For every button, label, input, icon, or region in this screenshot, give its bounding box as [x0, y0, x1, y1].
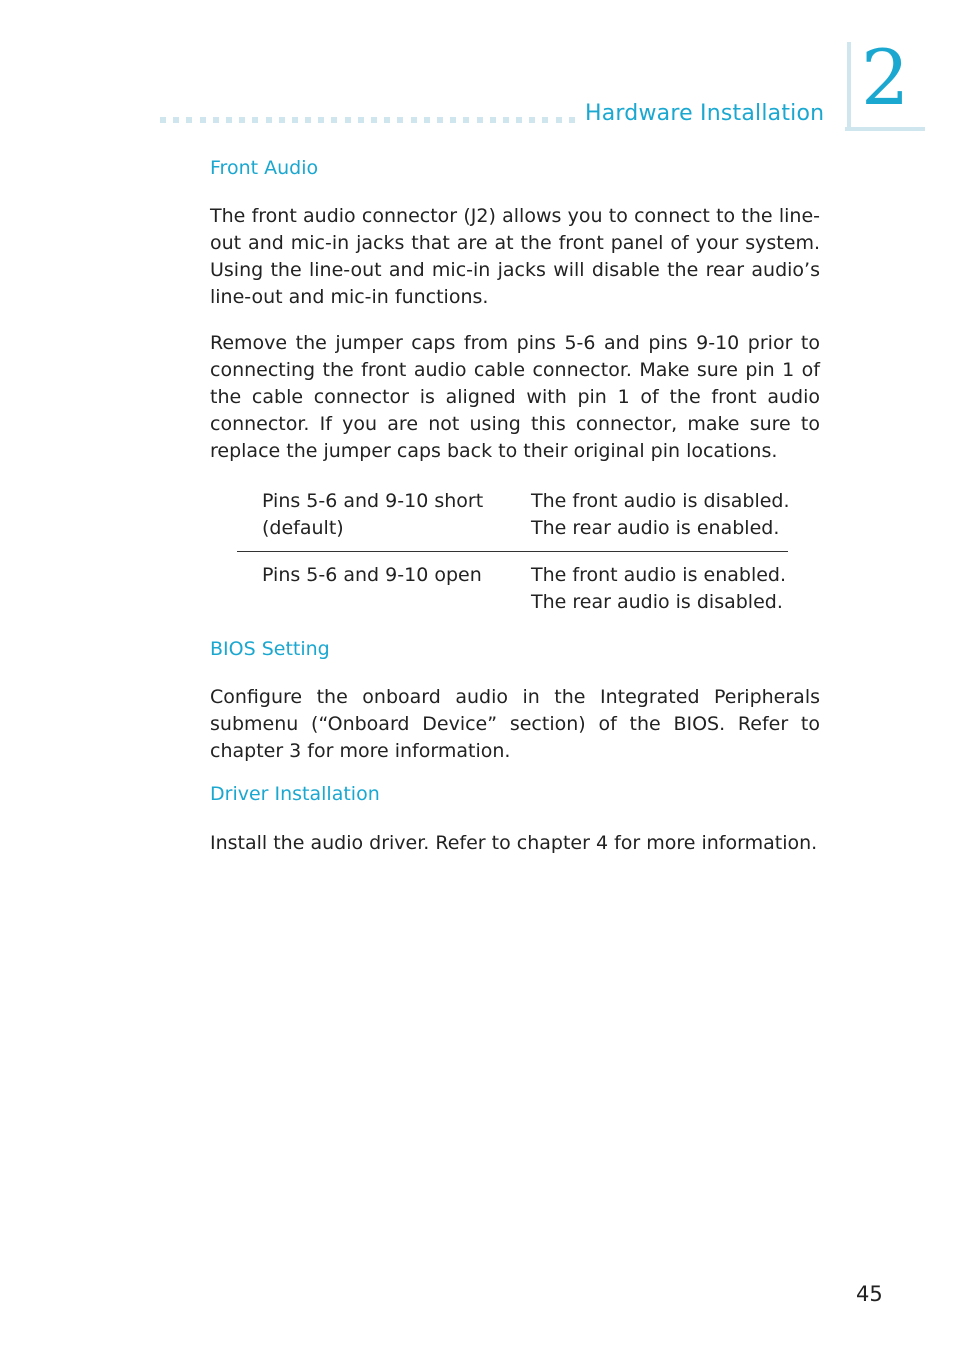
paragraph-driver-installation: Install the audio driver. Refer to chapter 4 for more information. [210, 832, 818, 854]
jumper-result-text: The rear audio is enabled. [531, 517, 780, 539]
chapter-marker-horizontal-line [845, 127, 925, 131]
header-dot-rule [160, 117, 575, 123]
jumper-result-text: The front audio is disabled. [531, 490, 790, 512]
jumper-setting-note: (default) [262, 517, 344, 539]
jumper-result-cell [531, 562, 788, 616]
page-number: 45 [856, 1282, 883, 1306]
section-title-driver-installation: Driver Installation [210, 783, 380, 805]
paragraph-jumper-instructions: Remove the jumper caps from pins 5-6 and pins 9-10 prior to connecting the front audio cable connector. Make sure pin 1 of the cable connector is aligned with pin 1 of the front audio connector. If you are not using this connector, make sure to replace the jumper caps back to their original pin locations. [210, 332, 820, 462]
table-row [237, 552, 788, 616]
chapter-marker-vertical-line [847, 42, 851, 128]
jumper-settings-table [237, 488, 788, 616]
chapter-header-title: Hardware Installation [585, 101, 825, 126]
paragraph-bios-setting: Configure the onboard audio in the Integrated Peripherals submenu (“Onboard Device” section) of the BIOS. Refer to chapter 3 for more information. [210, 686, 820, 762]
paragraph-front-audio-intro: The front audio connector (J2) allows you to connect to the line-out and mic-in jacks that are at the front panel of your system. Using the line-out and mic-in jacks will disable the rear audio’s line-out and mic-in functions. [210, 205, 820, 308]
jumper-setting-cell [262, 562, 531, 616]
chapter-number: 2 [861, 33, 910, 122]
jumper-result-text: The rear audio is disabled. [531, 591, 783, 613]
jumper-setting-text: Pins 5-6 and 9-10 open [262, 564, 482, 586]
jumper-setting-text: Pins 5-6 and 9-10 short [262, 490, 484, 512]
jumper-result-text: The front audio is enabled. [531, 564, 787, 586]
jumper-setting-cell [262, 488, 531, 542]
table-row [237, 488, 788, 552]
section-title-front-audio: Front Audio [210, 157, 319, 179]
section-title-bios-setting: BIOS Setting [210, 638, 330, 660]
jumper-result-cell [531, 488, 788, 542]
